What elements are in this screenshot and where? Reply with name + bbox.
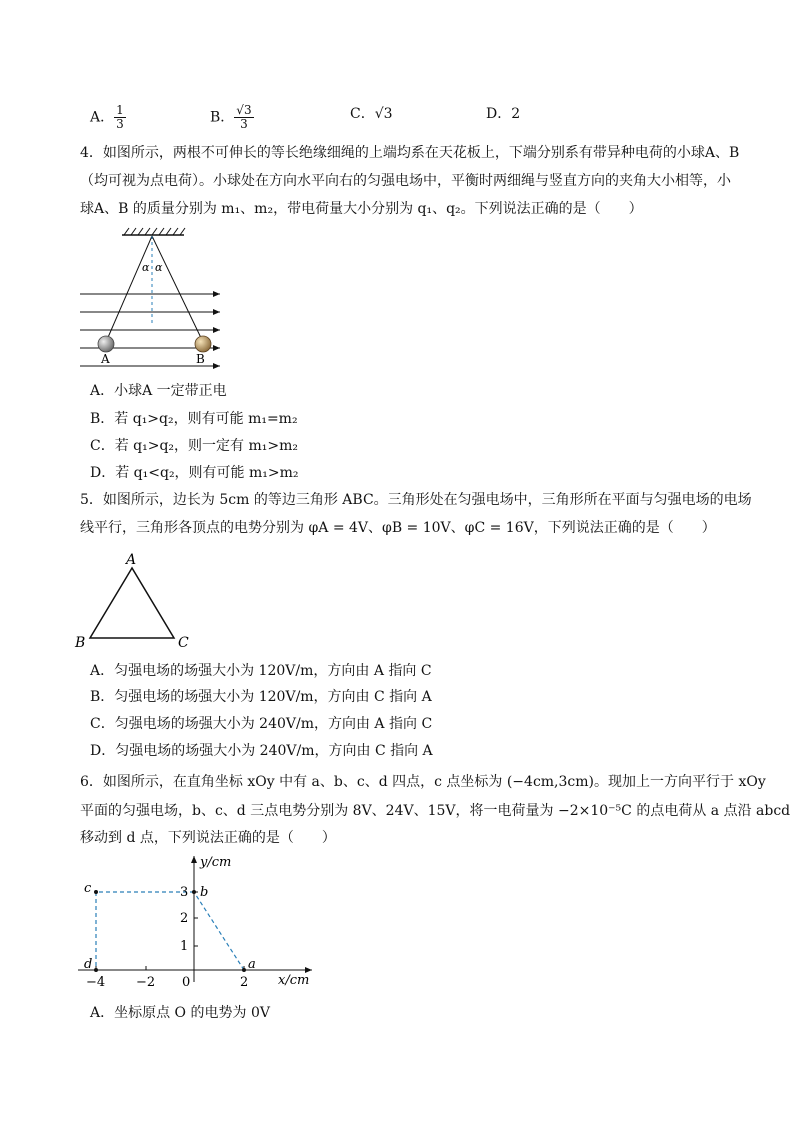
q6-stem-line1: 6．如图所示，在直角坐标 xOy 中有 a、b、c、d 四点，c 点坐标为 (−4cm,3cm)。现加上一方向平行于 xOy: [80, 774, 766, 790]
q4-option-c: C．若 q₁>q₂，则一定有 m₁>m₂: [90, 438, 298, 454]
x-tick-minus2: −2: [136, 975, 156, 990]
q3-option-d: D．2: [486, 106, 521, 122]
ceiling-hatch: [124, 228, 185, 235]
x-axis-label: x/cm: [278, 973, 310, 988]
q6-stem-line3: 移动到 d 点，下列说法正确的是（ ）: [80, 830, 336, 846]
q5-stem-line1: 5．如图所示，边长为 5cm 的等边三角形 ABC。三角形处在匀强电场中，三角形所在平面与匀强电场的电场: [80, 492, 752, 508]
vertex-c-label: C: [178, 635, 189, 651]
q4-option-a: A．小球A 一定带正电: [90, 383, 227, 399]
q5-stem-line2: 线平行，三角形各顶点的电势分别为 φA = 4V、φB = 10V、φC = 16V，下列说法正确的是（ ）: [80, 520, 716, 536]
q5-option-a: A．匀强电场的场强大小为 120V/m，方向由 A 指向 C: [90, 663, 432, 679]
q6-stem-line2: 平面的匀强电场，b、c、d 三点电势分别为 8V、24V、15V，将一电荷量为 −2×10⁻⁵C 的点电荷从 a 点沿 abcd: [80, 803, 791, 819]
vertex-a-label: A: [126, 552, 137, 568]
string-b: [152, 236, 203, 342]
q4-stem-line1: 4．如图所示，两根不可伸长的等长绝缘细绳的上端均系在天花板上，下端分别系有带异种电荷的小球A、B: [80, 145, 740, 161]
triangle-abc: [90, 568, 174, 638]
q4-figure: [76, 226, 226, 371]
point-d-label: d: [84, 957, 93, 972]
point-d: [94, 968, 98, 972]
x-tick-0: 0: [182, 975, 191, 990]
q4-option-d: D．若 q₁<q₂，则有可能 m₁>m₂: [90, 465, 299, 481]
angle-label-right: α: [155, 261, 163, 274]
x-tick-2: 2: [240, 975, 249, 990]
point-b: [192, 890, 196, 894]
q4-stem-line3: 球A、B 的质量分别为 m₁、m₂，带电荷量大小分别为 q₁、q₂。下列说法正确的是（ ）: [80, 201, 643, 217]
point-a-label: a: [248, 957, 256, 972]
q4-option-b: B．若 q₁>q₂，则有可能 m₁=m₂: [90, 411, 298, 427]
vertex-b-label: B: [75, 635, 86, 651]
q5-triangle-figure: [72, 548, 197, 653]
angle-label-left: α: [142, 261, 150, 274]
point-a: [242, 968, 246, 972]
q3-option-a: A． $\frac{1}{3}$: [90, 103, 124, 131]
q5-option-d: D．匀强电场的场强大小为 240V/m，方向由 C 指向 A: [90, 743, 433, 759]
ball-b: [195, 336, 211, 352]
q5-option-c: C．匀强电场的场强大小为 240V/m，方向由 A 指向 C: [90, 716, 433, 732]
q3-option-c: C．√3: [350, 106, 393, 122]
point-b-label: b: [200, 885, 209, 900]
point-c: [94, 890, 98, 894]
q4-stem-line2: （均可视为点电荷）。小球处在方向水平向右的匀强电场中，平衡时两细绳与竖直方向的夹角大小相等，小: [80, 173, 731, 189]
y-axis-label: y/cm: [200, 855, 232, 870]
fraction-sqrt3-over-3: $\frac{√3}{3}$: [236, 103, 252, 131]
q6-coordinate-figure: [72, 852, 322, 992]
string-a: [106, 236, 152, 342]
q6-option-a: A．坐标原点 O 的电势为 0V: [90, 1005, 270, 1021]
point-c-label: c: [84, 881, 92, 896]
axis-ticks: [96, 892, 244, 970]
y-tick-1: 1: [180, 939, 189, 954]
ball-b-label: B: [196, 352, 205, 366]
q5-option-b: B．匀强电场的场强大小为 120V/m，方向由 C 指向 A: [90, 689, 432, 705]
ball-a-label: A: [101, 352, 110, 366]
path-abcd: [96, 892, 244, 970]
ball-a: [98, 336, 114, 352]
y-tick-3: 3: [180, 885, 189, 900]
x-tick-minus4: −4: [86, 975, 106, 990]
y-tick-2: 2: [180, 911, 189, 926]
q3-option-b: B． $\frac{√3}{3}$: [210, 103, 252, 131]
fraction-one-third: $\frac{1}{3}$: [116, 103, 124, 131]
